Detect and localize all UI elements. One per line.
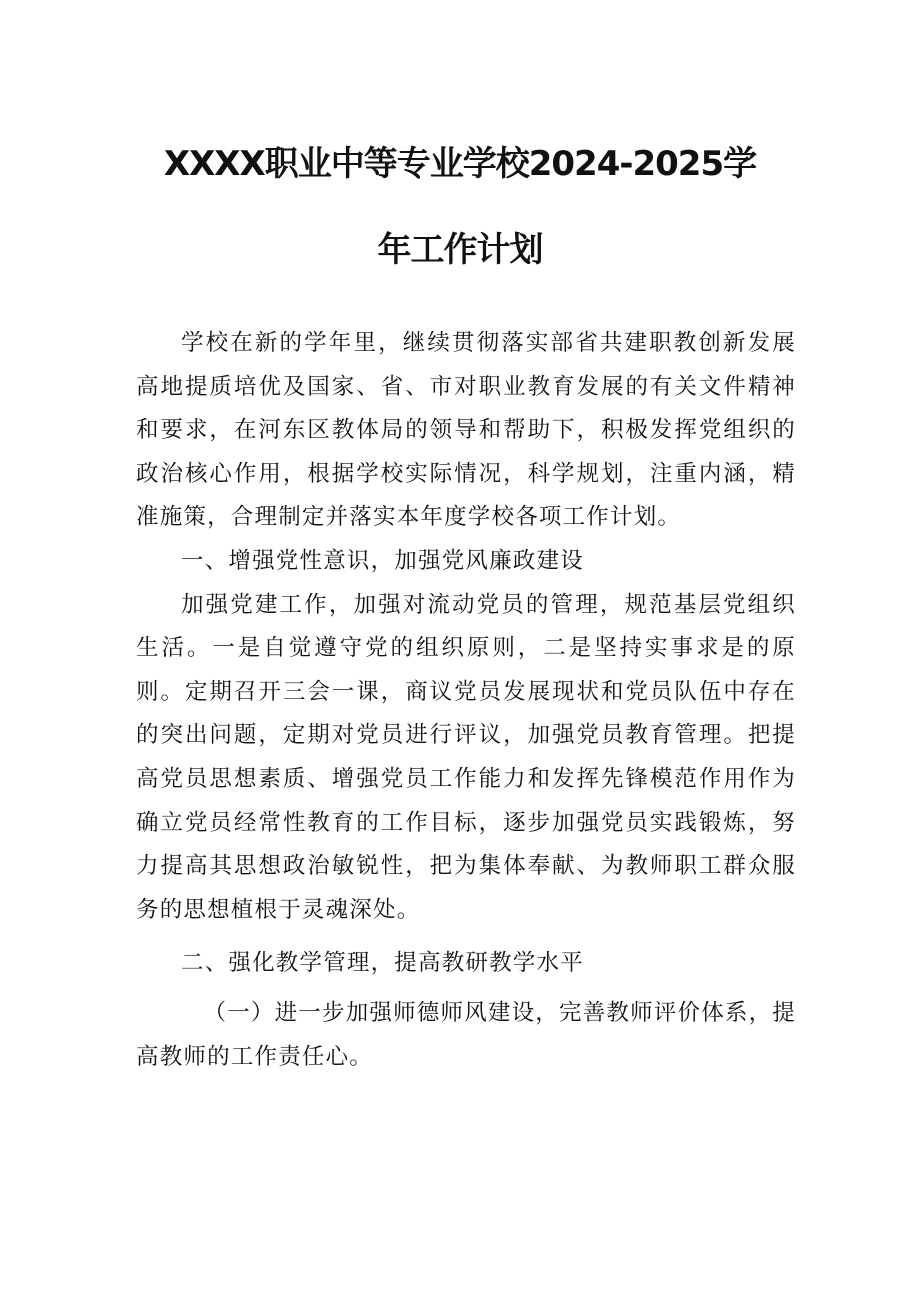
document-title-line-2: 年工作计划 bbox=[377, 230, 543, 270]
section-1-paragraph: 加强党建工作，加强对流动党员的管理，规范基层党组织生活。一是自觉遵守党的组织原则，二是坚持实事求是的原则。定期召开三会一课，商议党员发展现状和党员队伍中存在的突出问题，定期对党员进行评议，加强党员教育管理。把提高党员思想素质、增强党员工作能力和发挥先锋模范作用作为确立党员经常性教育的工作目标，逐步加强党员实践锻炼，努力提高其思想政治敏锐性，把为集体奉献、为教师职工群众服务的思想植根于灵魂深处。 bbox=[136, 591, 796, 923]
intro-paragraph: 学校在新的学年里，继续贯彻落实部省共建职教创新发展高地提质培优及国家、省、市对职业教育发展的有关文件精神和要求，在河东区教体局的领导和帮助下，积极发挥党组织的政治核心作用，根据学校实际情况，科学规划，注重内涵，精准施策，合理制定并落实本年度学校各项工作计划。 bbox=[136, 330, 796, 531]
section-heading-2: 二、强化教学管理，提高教研教学水平 bbox=[181, 950, 584, 977]
section-heading-1: 一、增强党性意识，加强党风廉政建设 bbox=[181, 547, 584, 574]
subsection-1-paragraph: （一）进一步加强师德师风建设，完善教师评价体系，提高教师的工作责任心。 bbox=[136, 999, 797, 1070]
document-body bbox=[136, 322, 796, 1079]
document-title-line-1: XXXX职业中等专业学校2024-2025学 bbox=[163, 144, 757, 184]
